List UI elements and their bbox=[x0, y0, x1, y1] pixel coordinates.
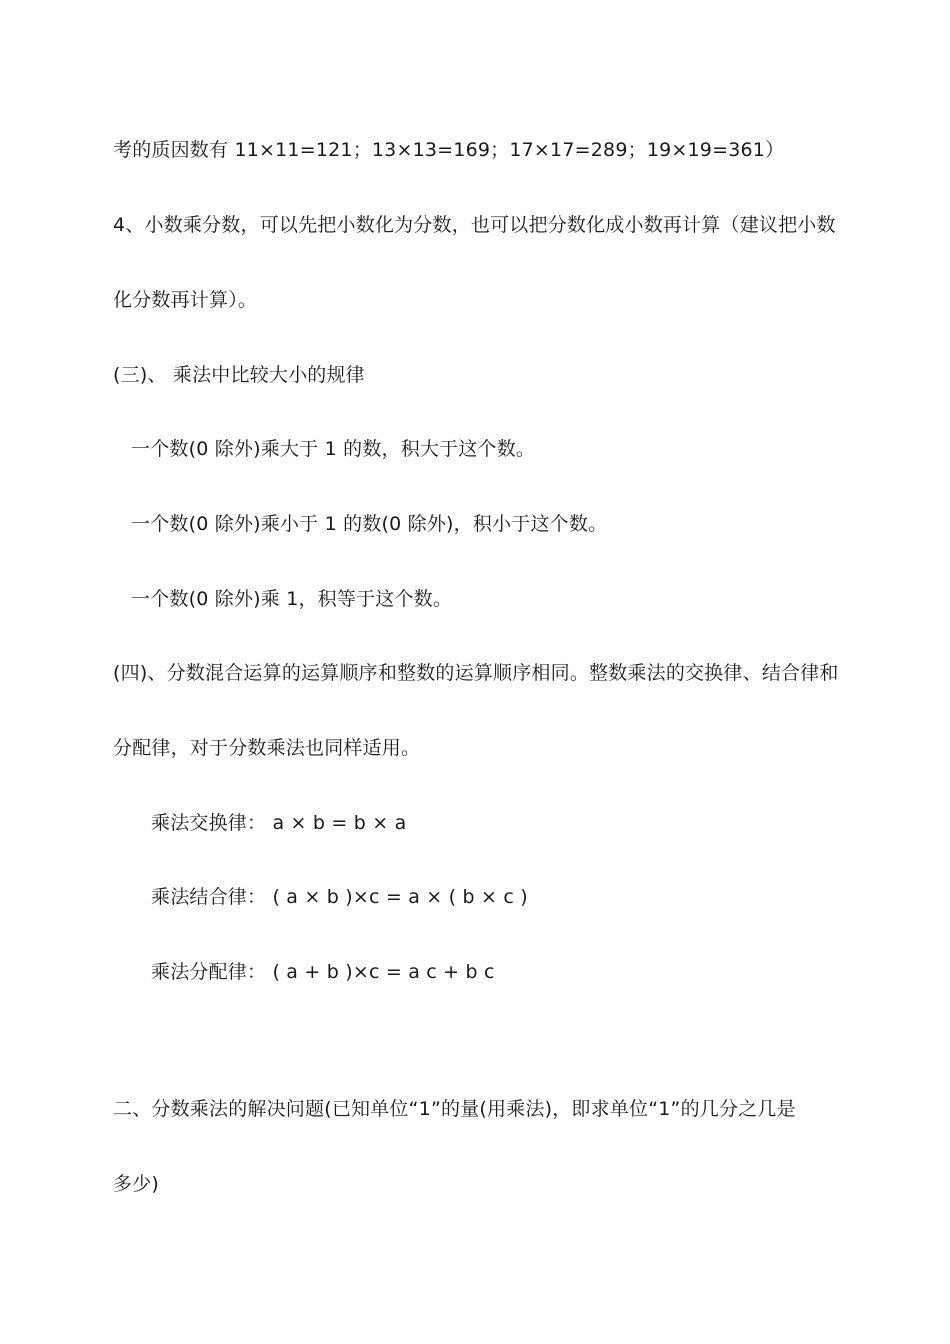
law-commutative: 乘法交换律： a × b = b × a bbox=[151, 812, 407, 834]
text-line-decimal-times-fraction-cont: 化分数再计算）。 bbox=[113, 289, 258, 311]
rule-greater-than-one: 一个数(0 除外)乘大于 1 的数，积大于这个数。 bbox=[131, 438, 536, 460]
text-line-decimal-times-fraction: 4、小数乘分数，可以先把小数化为分数，也可以把分数化成小数再计算（建议把小数 bbox=[113, 214, 836, 236]
rule-equal-one: 一个数(0 除外)乘 1，积等于这个数。 bbox=[131, 588, 453, 610]
law-distributive: 乘法分配律： ( a + b )×c = a c + b c bbox=[151, 961, 495, 983]
text-line-prime-squares: 考的质因数有 11×11=121；13×13=169；17×17=289；19×19=361） bbox=[113, 139, 785, 161]
text-line-word-problems-cont: 多少) bbox=[113, 1173, 160, 1195]
rule-less-than-one: 一个数(0 除外)乘小于 1 的数(0 除外)，积小于这个数。 bbox=[131, 513, 608, 535]
text-line-mixed-operations-cont: 分配律，对于分数乘法也同样适用。 bbox=[113, 737, 421, 759]
section-heading-word-problems: 二、分数乘法的解决问题(已知单位“1”的量(用乘法)，即求单位“1”的几分之几是 bbox=[113, 1098, 796, 1120]
law-associative: 乘法结合律： ( a × b )×c = a × ( b × c ) bbox=[151, 886, 528, 908]
section-heading-compare-rule: (三)、 乘法中比较大小的规律 bbox=[113, 364, 365, 386]
section-heading-mixed-operations: (四)、分数混合运算的运算顺序和整数的运算顺序相同。整数乘法的交换律、结合律和 bbox=[113, 662, 839, 684]
